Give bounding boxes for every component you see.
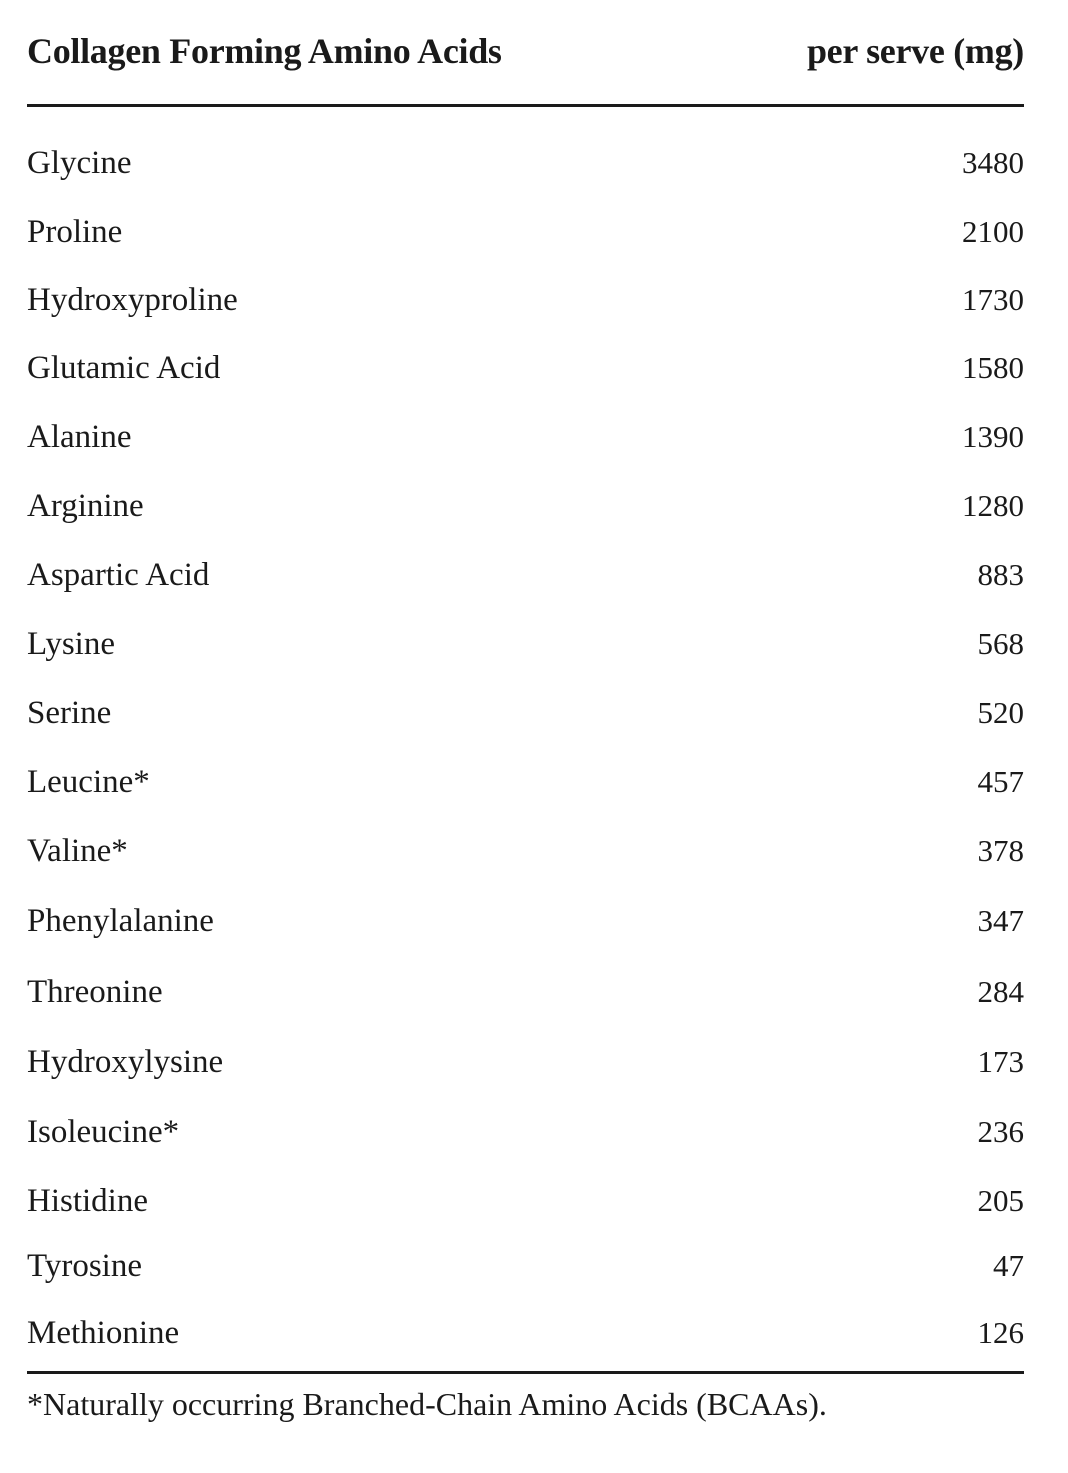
amino-acid-value: 236 xyxy=(977,1114,1024,1149)
amino-acid-value: 47 xyxy=(993,1248,1024,1283)
table-row xyxy=(27,419,1024,463)
amino-acid-name: Valine* xyxy=(27,833,128,869)
table-row xyxy=(27,1183,1024,1227)
amino-acid-value: 378 xyxy=(977,833,1024,868)
table-row xyxy=(27,557,1024,601)
table-row xyxy=(27,764,1024,808)
amino-acid-name: Aspartic Acid xyxy=(27,557,210,593)
amino-acid-name: Methionine xyxy=(27,1315,180,1351)
table-row xyxy=(27,1044,1024,1088)
amino-acid-value: 205 xyxy=(977,1183,1024,1218)
amino-acid-name: Glutamic Acid xyxy=(27,350,221,386)
amino-acid-name: Phenylalanine xyxy=(27,903,214,939)
amino-acid-value: 347 xyxy=(977,903,1024,938)
amino-acid-name: Leucine* xyxy=(27,764,150,800)
table-row xyxy=(27,214,1024,258)
table-row xyxy=(27,488,1024,532)
amino-acid-value: 2100 xyxy=(962,214,1024,249)
amino-acid-name: Alanine xyxy=(27,419,132,455)
table-row xyxy=(27,974,1024,1018)
amino-acid-name: Tyrosine xyxy=(27,1248,143,1284)
amino-acid-name: Proline xyxy=(27,214,123,250)
amino-acid-value: 3480 xyxy=(962,145,1024,180)
amino-acid-value: 284 xyxy=(977,974,1024,1009)
table-row xyxy=(27,350,1024,394)
table-row xyxy=(27,282,1024,326)
amino-acid-value: 1730 xyxy=(962,282,1024,317)
amino-acid-name: Isoleucine* xyxy=(27,1114,180,1150)
amino-acid-value: 173 xyxy=(977,1044,1024,1079)
table-row xyxy=(27,1248,1024,1292)
amino-acid-value: 1580 xyxy=(962,350,1024,385)
footnote: *Naturally occurring Branched-Chain Amino Acids (BCAAs). xyxy=(27,1386,827,1422)
amino-acid-name: Hydroxyproline xyxy=(27,282,238,318)
header-divider xyxy=(27,104,1024,107)
table-row xyxy=(27,626,1024,670)
footer-divider xyxy=(27,1371,1024,1374)
amino-acid-value: 568 xyxy=(977,626,1024,661)
amino-acid-name: Lysine xyxy=(27,626,115,662)
amino-acid-name: Hydroxylysine xyxy=(27,1044,224,1080)
amino-acid-value: 520 xyxy=(977,695,1024,730)
amino-acid-name: Threonine xyxy=(27,974,163,1010)
amino-acid-name: Histidine xyxy=(27,1183,148,1219)
table-row xyxy=(27,1114,1024,1158)
table-row xyxy=(27,145,1024,189)
table-header xyxy=(27,30,1024,80)
amino-acid-value: 1390 xyxy=(962,419,1024,454)
column-header-name: Collagen Forming Amino Acids xyxy=(27,31,502,71)
table-row xyxy=(27,833,1024,877)
amino-acid-value: 1280 xyxy=(962,488,1024,523)
amino-acid-value: 457 xyxy=(977,764,1024,799)
table-row xyxy=(27,695,1024,739)
amino-acid-name: Serine xyxy=(27,695,112,731)
amino-acid-name: Glycine xyxy=(27,145,132,181)
table-row xyxy=(27,903,1024,947)
amino-acid-value: 883 xyxy=(977,557,1024,592)
amino-acid-value: 126 xyxy=(977,1315,1024,1350)
amino-acid-name: Arginine xyxy=(27,488,144,524)
table-row xyxy=(27,1315,1024,1359)
column-header-value: per serve (mg) xyxy=(806,31,1024,71)
